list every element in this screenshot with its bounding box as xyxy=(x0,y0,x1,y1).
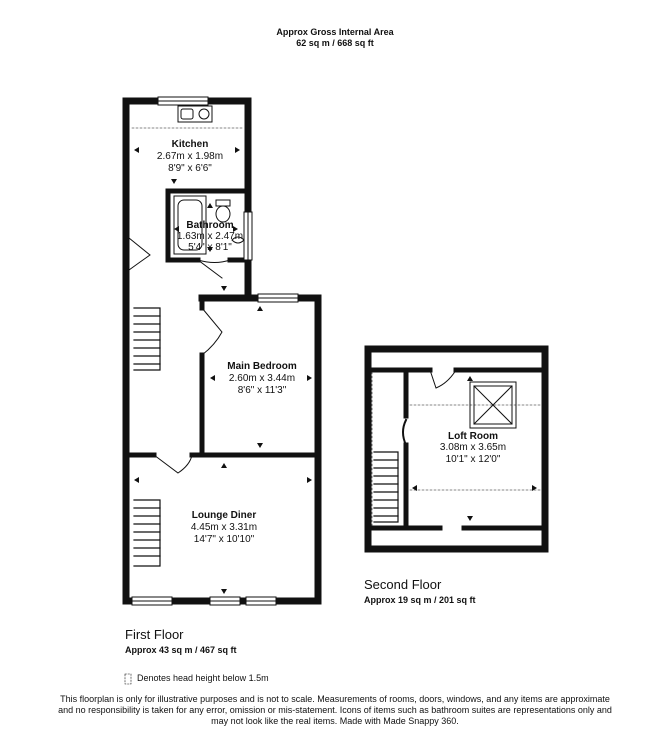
first-floor-area: Approx 43 sq m / 467 sq ft xyxy=(125,645,237,655)
bathroom-imperial: 5'4" x 8'1" xyxy=(188,242,232,253)
disclaimer-line-3: may not look like the real items. Made with Made Snappy 360. xyxy=(211,716,459,726)
disclaimer-line-1: This floorplan is only for illustrative purposes and is not to scale. Measurements of rooms, doors, windows, and any items are approximate xyxy=(60,694,610,704)
lounge-diner-metric: 4.45m x 3.31m xyxy=(190,522,258,533)
loft-room-metric: 3.08m x 3.65m xyxy=(439,442,507,453)
loft-room-name: Loft Room xyxy=(448,431,498,442)
kitchen-imperial: 8'9" x 6'6" xyxy=(168,163,212,174)
kitchen-name: Kitchen xyxy=(171,139,209,150)
loft-room-imperial: 10'1" x 12'0" xyxy=(445,454,501,465)
gross-area-value: 62 sq m / 668 sq ft xyxy=(296,38,374,48)
legend-swatch xyxy=(125,674,131,684)
lounge-diner-name: Lounge Diner xyxy=(191,510,257,521)
first-floor-title: First Floor xyxy=(125,627,184,642)
bathroom-metric: 1.63m x 2.47m xyxy=(176,231,244,242)
bathroom-name: Bathroom xyxy=(186,220,234,231)
second-floor-title: Second Floor xyxy=(364,577,442,592)
legend-text: Denotes head height below 1.5m xyxy=(137,673,269,683)
disclaimer-line-2: and no responsibility is taken for any error, omission or mis-statement. Icons of items such as bathroom suites are representations only and xyxy=(58,705,612,715)
main-bedroom-imperial: 8'6" x 11'3" xyxy=(237,385,287,396)
lounge-diner-imperial: 14'7" x 10'10" xyxy=(193,534,255,545)
main-bedroom-metric: 2.60m x 3.44m xyxy=(228,373,296,384)
kitchen-metric: 2.67m x 1.98m xyxy=(156,151,224,162)
second-floor-area: Approx 19 sq m / 201 sq ft xyxy=(364,595,476,605)
main-bedroom-name: Main Bedroom xyxy=(227,361,297,372)
gross-area-title: Approx Gross Internal Area xyxy=(276,27,394,37)
